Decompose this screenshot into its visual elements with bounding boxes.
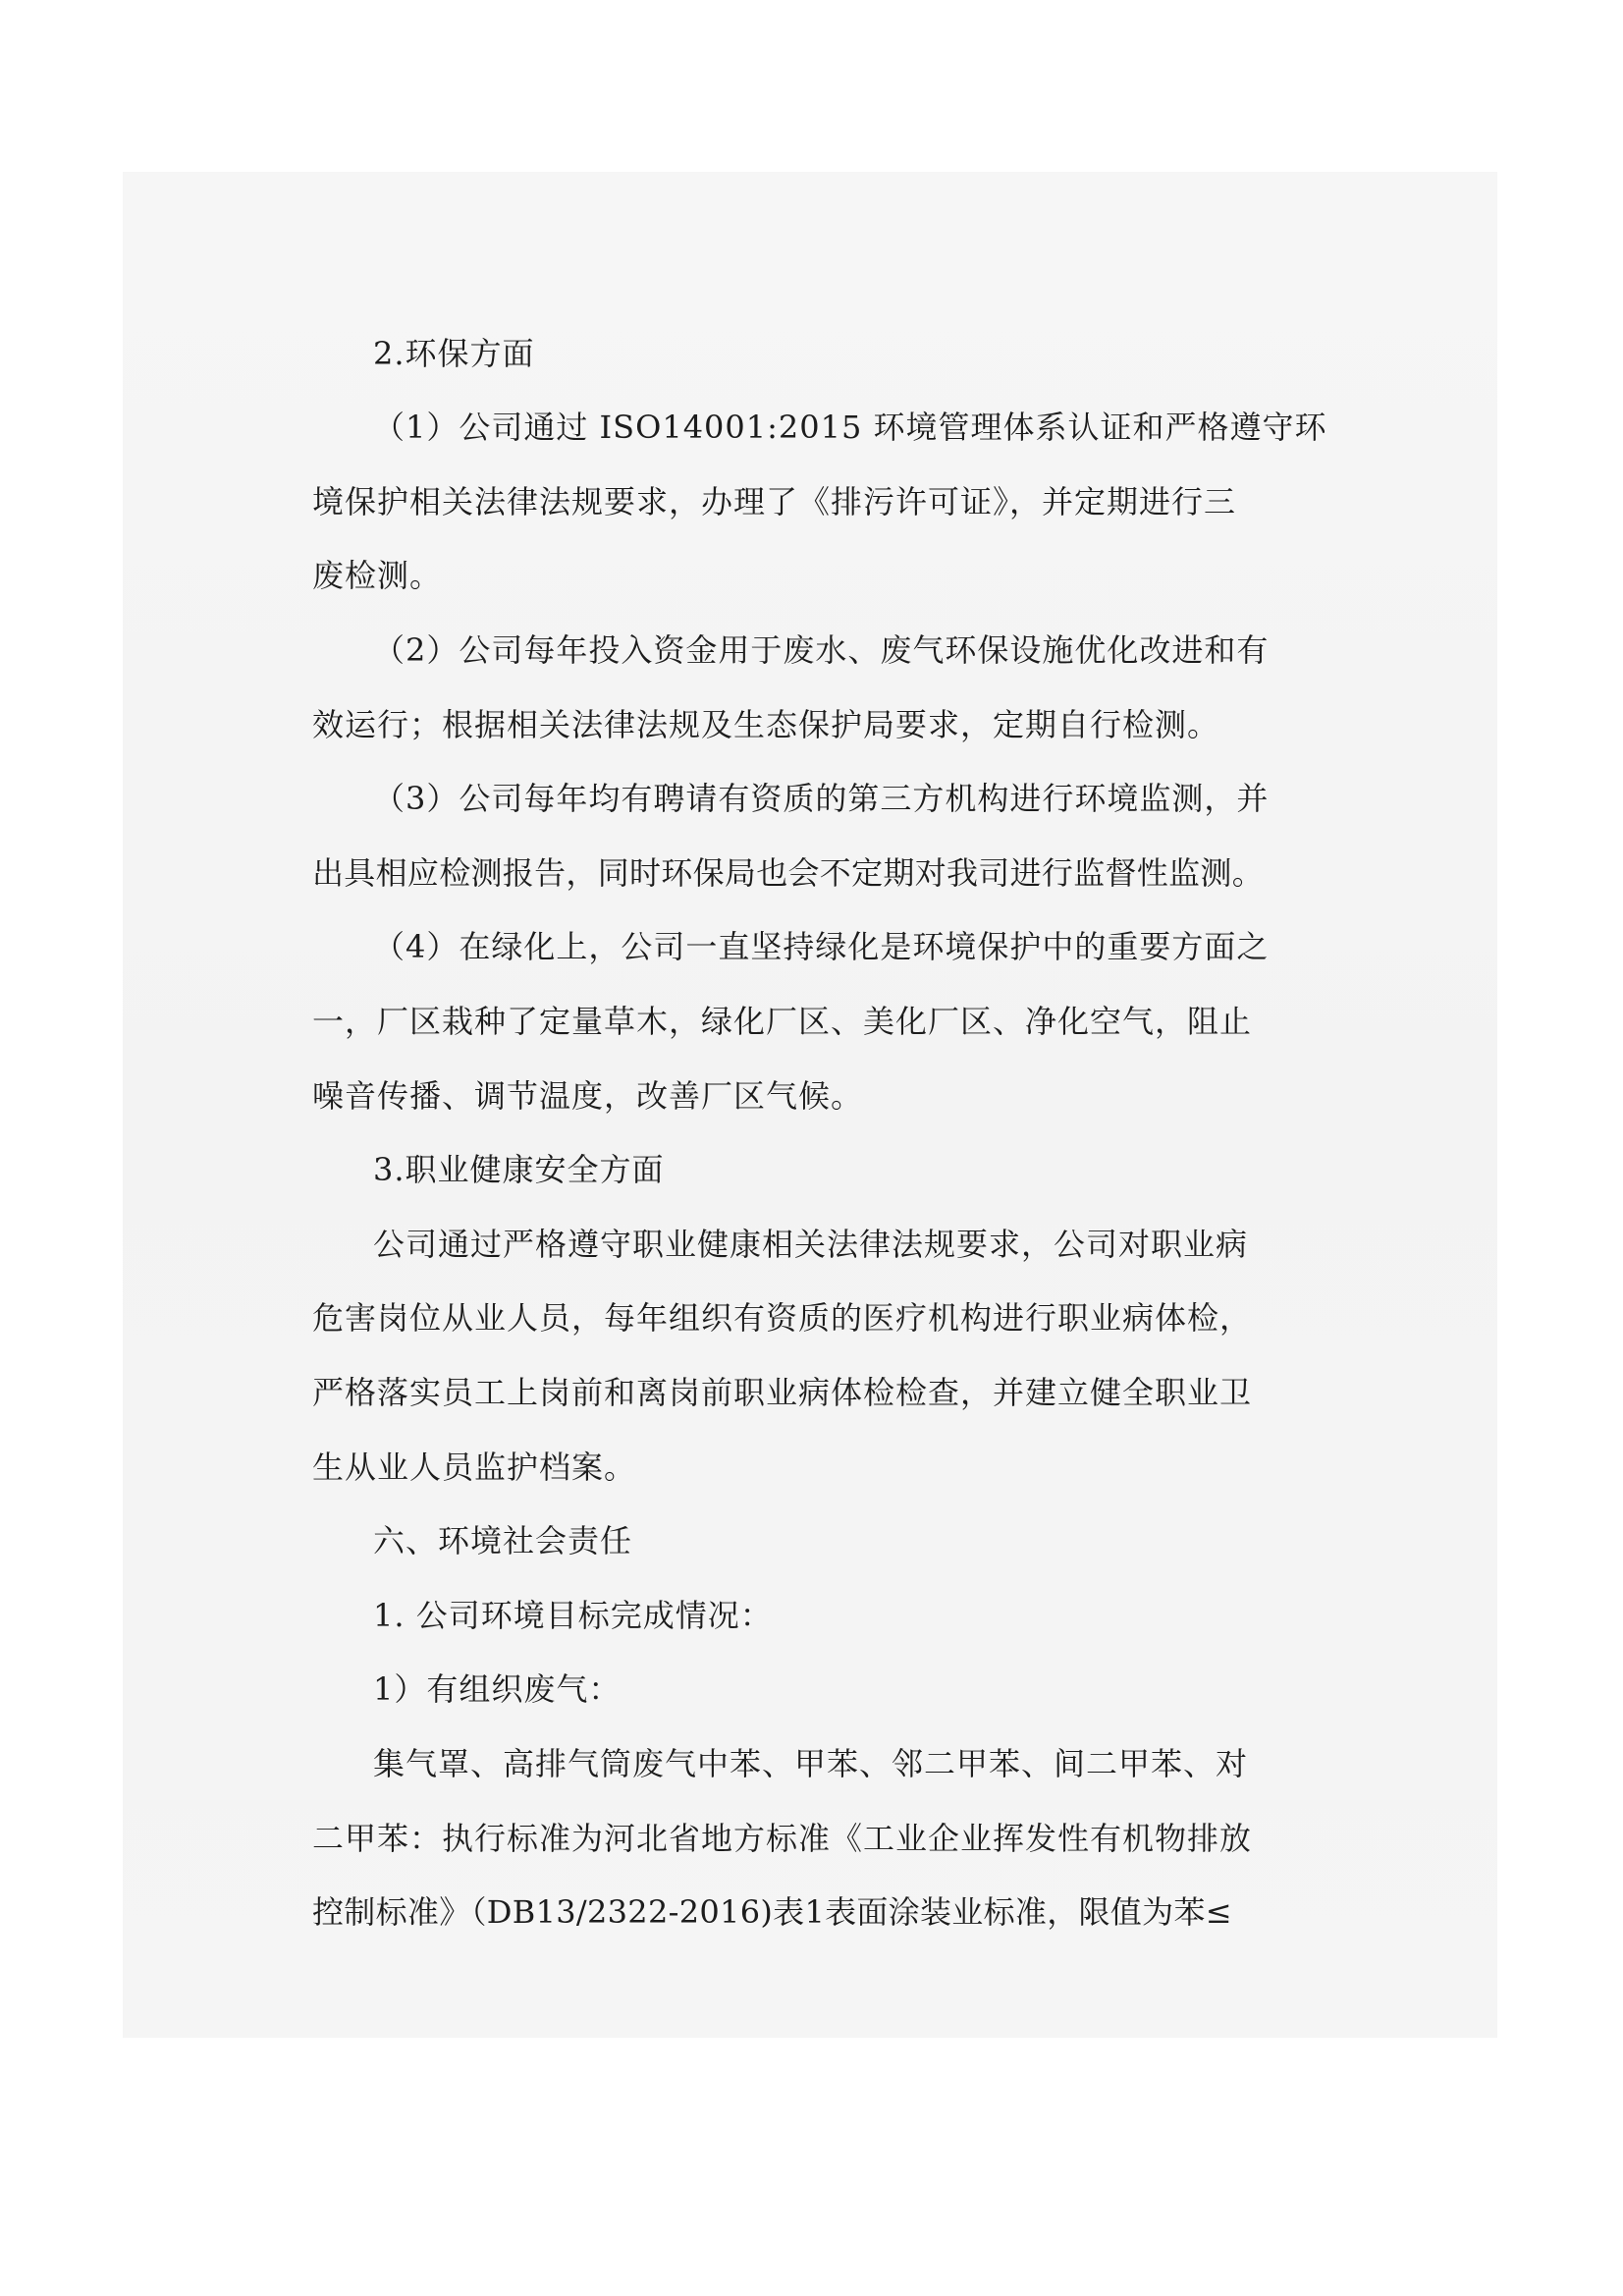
paragraph-line: 境保护相关法律法规要求，办理了《排污许可证》，并定期进行三 (312, 483, 1237, 520)
paragraph-line: （2）公司每年投入资金用于废水、废气环保设施优化改进和有 (373, 631, 1270, 669)
paragraph-line: （1）公司通过 ISO14001:2015 环境管理体系认证和严格遵守环 (373, 409, 1327, 446)
paragraph-line: 一，厂区栽种了定量草木，绿化厂区、美化厂区、净化空气，阻止 (312, 1003, 1253, 1040)
paragraph-line: 生从业人员监护档案。 (312, 1449, 637, 1486)
paragraph-line: 公司通过严格遵守职业健康相关法律法规要求，公司对职业病 (373, 1226, 1249, 1263)
paragraph-line: （4）在绿化上，公司一直坚持绿化是环境保护中的重要方面之 (373, 928, 1270, 965)
paragraph-line: 噪音传播、调节温度，改善厂区气候。 (312, 1077, 864, 1115)
section-heading-social-responsibility: 六、环境社会责任 (373, 1522, 633, 1559)
section-heading-environmental: 2.环保方面 (373, 335, 535, 372)
paragraph-line: （3）公司每年均有聘请有资质的第三方机构进行环境监测，并 (373, 780, 1270, 817)
subsection-heading: 1. 公司环境目标完成情况： (373, 1597, 773, 1634)
paragraph-line: 废检测。 (312, 557, 443, 594)
paragraph-line: 危害岗位从业人员，每年组织有资质的医疗机构进行职业病体检， (312, 1299, 1253, 1337)
subsection-heading: 1）有组织废气： (373, 1670, 622, 1708)
section-heading-occupational-health: 3.职业健康安全方面 (373, 1151, 665, 1188)
paragraph-line: 严格落实员工上岗前和离岗前职业病体检检查，并建立健全职业卫 (312, 1374, 1253, 1411)
paragraph-line: 控制标准》（DB13/2322-2016)表1表面涂装业标准，限值为苯≤ (312, 1893, 1232, 1931)
paragraph-line: 集气罩、高排气筒废气中苯、甲苯、邻二甲苯、间二甲苯、对 (373, 1745, 1249, 1782)
paragraph-line: 二甲苯：执行标准为河北省地方标准《工业企业挥发性有机物排放 (312, 1820, 1253, 1857)
paragraph-line: 效运行；根据相关法律法规及生态保护局要求，定期自行检测。 (312, 706, 1220, 743)
paragraph-line: 出具相应检测报告，同时环保局也会不定期对我司进行监督性监测。 (312, 854, 1265, 892)
